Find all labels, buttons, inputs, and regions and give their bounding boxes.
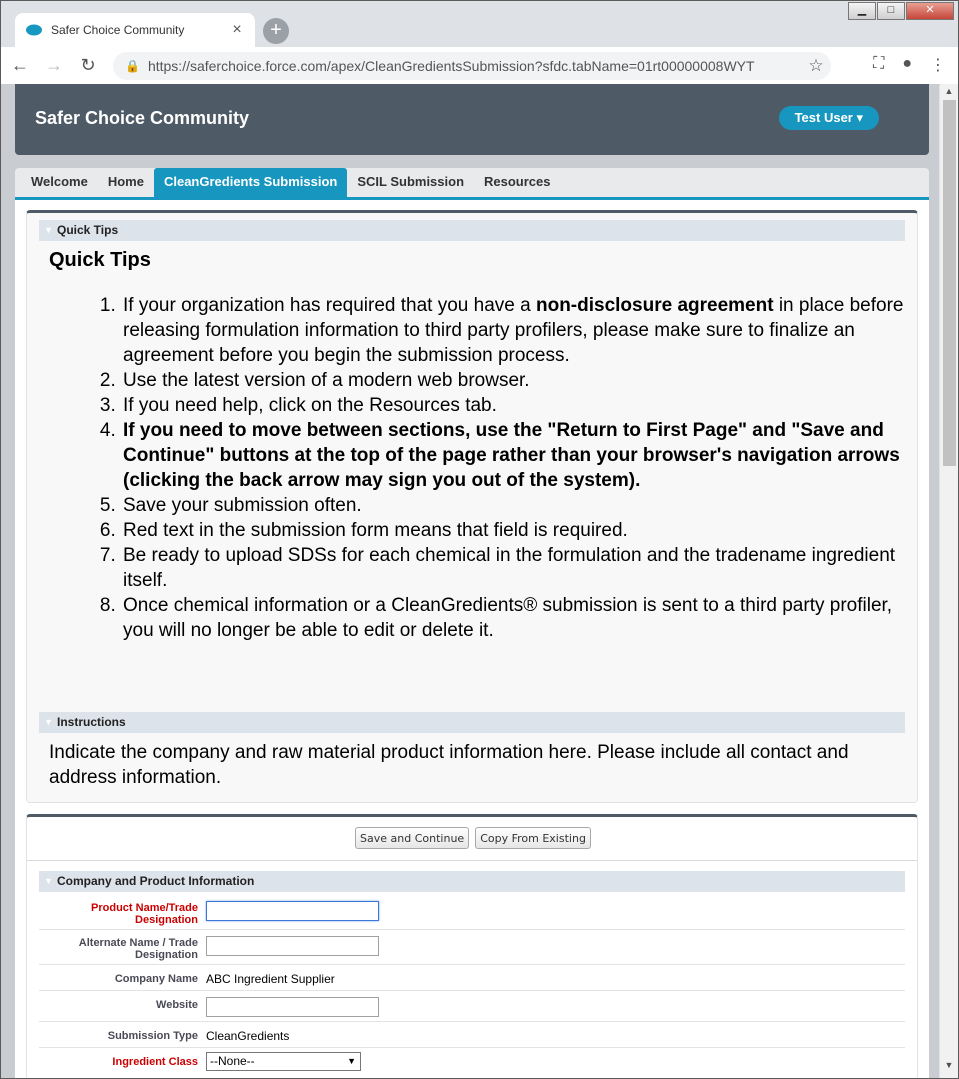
url-text[interactable]: https://saferchoice.force.com/apex/CleanGredientsSubmission?sfdc.tabName=01rt00000008WYT [147,58,755,74]
page-scrollbar[interactable] [940,84,958,1078]
browser-titlebar [1,1,958,47]
address-bar[interactable] [113,52,831,80]
profile-icon[interactable]: ● [902,55,912,72]
page-viewport [1,84,939,1078]
instructions-section-title: Instructions [57,715,126,729]
quick-tips-panel [26,210,918,803]
list-item: 8. Once chemical information or a CleanGredients® submission is sent to a third party profiler, you will no longer be able to edit or delete it. [121,593,909,643]
product-name-input[interactable] [206,901,379,921]
scrollbar-thumb[interactable] [943,100,956,466]
product-name-row [39,895,905,930]
menu-kebab-icon[interactable]: ⋮ [930,57,946,74]
company-form-panel [26,814,918,1078]
collapse-triangle-icon: ▼ [44,717,53,727]
page-content [15,200,929,1078]
tab-close-icon[interactable]: × [232,21,242,38]
tab-scil-submission[interactable]: SCIL Submission [357,174,465,189]
collapse-triangle-icon: ▼ [44,225,53,235]
copy-from-existing-button[interactable]: Copy From Existing [475,827,591,849]
collapse-triangle-icon: ▼ [44,876,53,886]
scroll-down-arrow-icon[interactable]: ▼ [944,1060,954,1070]
list-item: 3. If you need help, click on the Resources tab. [121,393,909,418]
quick-tips-list [49,293,909,643]
quick-tips-section-title: Quick Tips [57,223,119,237]
scroll-up-arrow-icon[interactable]: ▲ [944,86,954,96]
user-menu-button[interactable]: Test User ▾ [779,106,879,130]
reload-icon[interactable]: ↻ [80,55,96,75]
ingredient-class-row [39,1048,905,1078]
list-item: 7. Be ready to upload SDSs for each chemical in the formulation and the tradename ingredient itself. [121,543,909,593]
window-controls [847,2,954,20]
company-name-label: Company Name [114,973,198,985]
tab-resources[interactable]: Resources [484,174,551,189]
minimize-button[interactable]: ▁ [848,2,876,20]
instructions-text: Indicate the company and raw material product information here. Please include all contact and address information. [49,742,849,788]
tab-title: Safer Choice Community [51,23,185,37]
chevron-down-icon: ▼ [347,1056,356,1066]
instructions-section-header[interactable] [39,712,905,733]
quick-tips-section-header[interactable] [39,220,905,241]
list-item: 4. If you need to move between sections, use the "Return to First Page" and "Save and Continue" buttons at the top of the page rather than your browser's navigation arrows (clicking the back arrow may sign you out of the system). [121,418,909,493]
ingredient-class-label: Ingredient Class [112,1056,198,1068]
lock-icon: 🔒 [125,59,140,73]
salesforce-cloud-icon [25,24,43,36]
forward-arrow-icon[interactable]: → [45,55,63,75]
submission-type-label: Submission Type [107,1030,198,1042]
list-item: 2. Use the latest version of a modern web browser. [121,368,909,393]
list-item: 1. If your organization has required that you have a non-disclosure agreement in place before releasing formulation information to third party profilers, please make sure to finalize an agreement before you begin the submission process. [121,293,909,368]
save-and-continue-button[interactable]: Save and Continue [355,827,469,849]
ingredient-class-select[interactable] [206,1052,361,1071]
alternate-name-label: Alternate Name / Trade Designation [78,937,198,961]
cast-icon[interactable]: ⛶ [873,55,885,72]
community-header [15,84,929,155]
browser-toolbar [1,47,958,85]
close-window-button[interactable]: ✕ [906,2,954,20]
submission-type-row [39,1022,905,1048]
product-name-label: Product Name/Trade Designation [91,902,198,926]
maximize-button[interactable]: □ [877,2,905,20]
browser-tab[interactable] [15,13,255,47]
company-name-row [39,965,905,991]
list-item: 6. Red text in the submission form means that field is required. [121,518,909,543]
tab-home[interactable]: Home [107,174,144,189]
list-item: 5. Save your submission often. [121,493,909,518]
website-label: Website [156,999,198,1011]
website-input[interactable] [206,997,379,1017]
bookmark-star-icon[interactable]: ☆ [808,56,824,75]
tab-cleangredients-submission[interactable]: CleanGredients Submission [154,168,347,197]
back-arrow-icon[interactable]: ← [11,55,29,75]
submission-type-value: CleanGredients [206,1029,290,1043]
company-product-section-header[interactable] [39,871,905,892]
new-tab-button[interactable]: + [263,18,289,44]
ingredient-class-selected: --None-- [210,1054,255,1068]
community-nav-tabs [15,168,929,200]
divider [27,860,917,861]
company-product-section-title: Company and Product Information [57,874,255,888]
quick-tips-heading: Quick Tips [49,249,151,271]
website-row [39,991,905,1022]
tab-welcome[interactable]: Welcome [31,174,88,189]
alternate-name-row [39,930,905,965]
form-button-row [27,827,919,849]
company-name-value: ABC Ingredient Supplier [206,972,335,986]
community-brand: Safer Choice Community [35,108,250,128]
alternate-name-input[interactable] [206,936,379,956]
